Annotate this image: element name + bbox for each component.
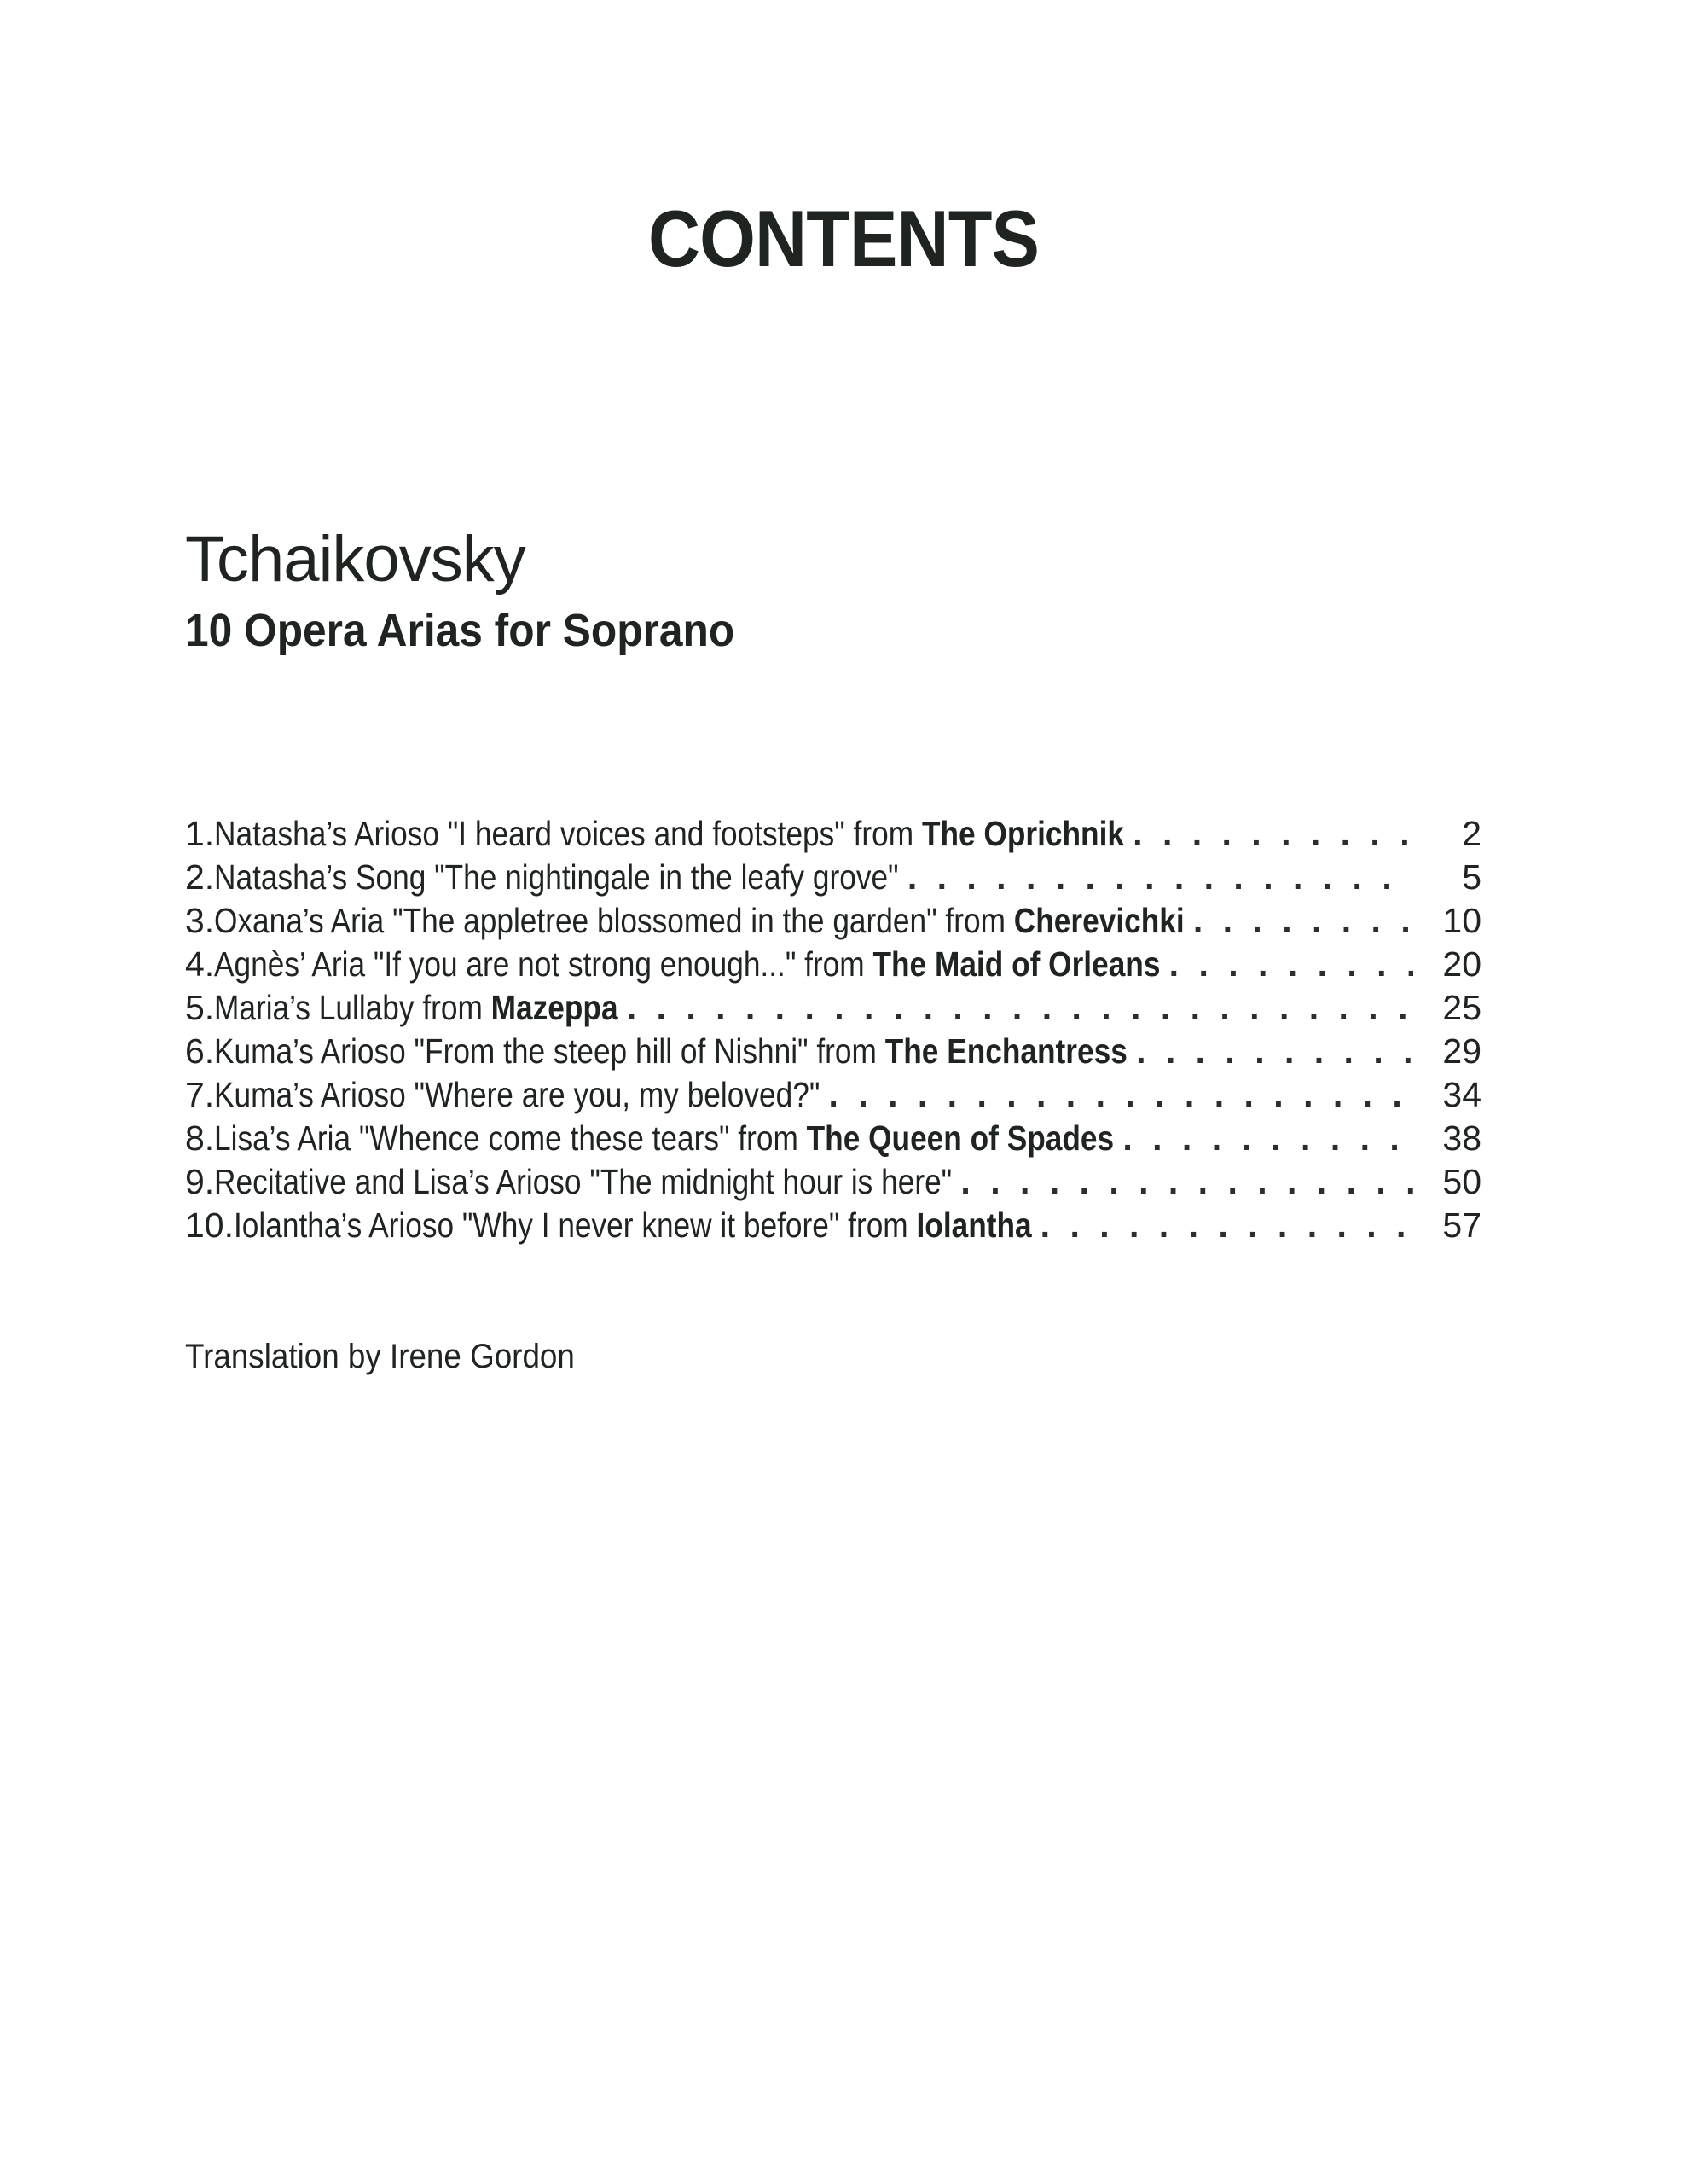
entry-page-number: 57 — [1442, 1205, 1481, 1245]
entry-opera: Iolantha — [916, 1205, 1032, 1245]
entry-number: 5. — [185, 988, 215, 1027]
dot-leader — [1169, 943, 1413, 986]
entry-aria: Maria’s Lullaby — [214, 988, 415, 1027]
entry-number: 9. — [185, 1162, 215, 1201]
entry-page-number: 2 — [1462, 814, 1481, 853]
entry-opera: The Queen of Spades — [806, 1118, 1115, 1158]
entry-page-number: 25 — [1442, 988, 1481, 1027]
toc-entry-4 — [185, 943, 1481, 986]
entry-aria: Kuma’s Arioso "From the steep hill of Nishni" — [214, 1031, 809, 1071]
entry-number: 3. — [185, 901, 215, 940]
entry-from: from — [414, 988, 491, 1027]
entry-opera: Cherevichki — [1013, 901, 1185, 940]
dot-leader — [1041, 1204, 1413, 1247]
entry-aria: Natasha’s Arioso "I heard voices and footsteps" — [214, 814, 846, 853]
entry-aria: Kuma’s Arioso "Where are you, my beloved?" — [214, 1075, 820, 1114]
entry-title — [214, 986, 618, 1030]
entry-from: from — [936, 901, 1014, 940]
table-of-contents — [185, 812, 1481, 1247]
toc-entry-10 — [185, 1204, 1481, 1247]
toc-entry-6 — [185, 1030, 1481, 1073]
entry-page-number: 50 — [1442, 1162, 1481, 1201]
toc-entry-5 — [185, 986, 1481, 1030]
dot-leader — [960, 1160, 1413, 1204]
toc-entry-2 — [185, 856, 1481, 899]
entry-title — [214, 812, 1124, 856]
toc-entry-7 — [185, 1073, 1481, 1117]
entry-from: from — [808, 1031, 885, 1071]
entry-number: 8. — [185, 1118, 215, 1158]
entry-opera: The Maid of Orleans — [872, 944, 1161, 984]
entry-number: 4. — [185, 944, 215, 984]
dot-leader — [1136, 1030, 1413, 1073]
dot-leader — [1122, 1117, 1413, 1160]
dot-leader — [1133, 812, 1413, 856]
toc-entry-1 — [185, 812, 1481, 856]
dot-leader — [829, 1073, 1413, 1117]
entry-number: 10. — [185, 1205, 234, 1245]
entry-number: 1. — [185, 814, 215, 853]
toc-entry-8 — [185, 1117, 1481, 1160]
entry-opera: The Oprichnik — [922, 814, 1125, 853]
entry-aria: Recitative and Lisa’s Arioso "The midnight hour is here" — [214, 1162, 953, 1201]
entry-page-number: 10 — [1442, 901, 1481, 940]
entry-aria: Natasha’s Song "The nightingale in the leafy grove" — [214, 857, 899, 897]
entry-aria: Agnès’ Aria "If you are not strong enough..." — [214, 944, 797, 984]
entry-page-number: 34 — [1442, 1075, 1481, 1114]
entry-from: from — [845, 814, 923, 853]
entry-page-number: 20 — [1442, 944, 1481, 984]
entry-title — [234, 1204, 1032, 1247]
entry-opera: Mazeppa — [490, 988, 618, 1027]
entry-number: 7. — [185, 1075, 215, 1114]
dot-leader — [907, 856, 1413, 899]
entry-number: 6. — [185, 1031, 215, 1071]
entry-number: 2. — [185, 857, 215, 897]
entry-from: from — [796, 944, 873, 984]
dot-leader — [627, 986, 1413, 1030]
entry-page-number: 38 — [1442, 1118, 1481, 1158]
entry-aria: Iolantha’s Arioso "Why I never knew it before" — [234, 1205, 840, 1245]
entry-aria: Lisa’s Aria "Whence come these tears" — [214, 1118, 730, 1158]
entry-page-number: 5 — [1462, 857, 1481, 897]
entry-title — [214, 1160, 952, 1204]
composer-name: Tchaikovsky — [185, 523, 525, 595]
entry-title — [214, 856, 899, 899]
dot-leader — [1193, 899, 1413, 943]
entry-opera: The Enchantress — [884, 1031, 1128, 1071]
entry-from: from — [839, 1205, 917, 1245]
entry-title — [214, 943, 1160, 986]
entry-title — [214, 1073, 820, 1117]
contents-heading: CONTENTS — [647, 194, 1040, 283]
entry-page-number: 29 — [1442, 1031, 1481, 1071]
entry-title — [214, 1117, 1114, 1160]
collection-title: 10 Opera Arias for Soprano — [185, 605, 735, 656]
translation-credit: Translation by Irene Gordon — [185, 1338, 575, 1375]
toc-entry-9 — [185, 1160, 1481, 1204]
entry-aria: Oxana’s Aria "The appletree blossomed in the garden" — [214, 901, 937, 940]
entry-from: from — [729, 1118, 807, 1158]
entry-title — [214, 1030, 1128, 1073]
entry-title — [214, 899, 1185, 943]
toc-entry-3 — [185, 899, 1481, 943]
